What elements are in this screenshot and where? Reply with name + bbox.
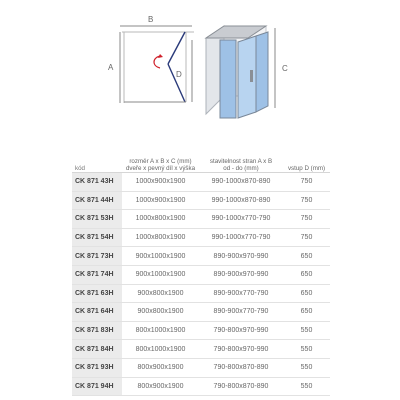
header-adjustability	[199, 158, 283, 172]
cell-entry: 550	[300, 345, 313, 353]
door-glass-right	[256, 32, 268, 112]
door-handle	[250, 70, 253, 82]
cell-entry: 550	[300, 364, 313, 372]
cell-adjustability: 790-800x870-890	[213, 364, 269, 372]
cell-size: 1000x800x1900	[135, 234, 186, 242]
table-row	[72, 285, 330, 304]
door-glass	[238, 36, 256, 118]
table-row	[72, 322, 330, 341]
table-row	[72, 266, 330, 285]
cell-size: 900x1000x1900	[135, 271, 186, 279]
door-panel-top	[168, 32, 185, 64]
cell-code: CK 871 44H	[72, 192, 122, 210]
table-header	[72, 154, 330, 173]
cell-adjustability: 990-1000x870-890	[211, 178, 271, 186]
header-size	[122, 158, 199, 172]
cell-size: 800x900x1900	[137, 364, 184, 372]
label-c: C	[282, 64, 288, 73]
cell-entry: 750	[300, 215, 313, 223]
cell-entry: 650	[300, 252, 313, 260]
cell-code: CK 871 54H	[72, 229, 122, 247]
table-row	[72, 173, 330, 192]
cell-entry: 750	[300, 234, 313, 242]
cell-code: CK 871 73H	[72, 247, 122, 265]
cell-adjustability: 990-1000x770-790	[211, 215, 271, 223]
shower-diagrams	[0, 0, 400, 145]
cell-size: 1000x800x1900	[135, 215, 186, 223]
plan-view-diagram	[108, 15, 194, 103]
cell-code: CK 871 63H	[72, 285, 122, 303]
cell-adjustability: 890-900x970-990	[213, 252, 269, 260]
cell-adjustability: 790-800x970-990	[213, 345, 269, 353]
cell-size: 1000x900x1900	[135, 196, 186, 204]
header-size-line2: dveře x pevný díl x výška	[125, 165, 196, 172]
table-row	[72, 229, 330, 248]
cell-entry: 650	[300, 289, 313, 297]
swing-arrow-icon	[154, 56, 160, 68]
table-row	[72, 340, 330, 359]
cell-entry: 650	[300, 271, 313, 279]
cell-size: 800x1000x1900	[135, 345, 186, 353]
header-code: kód	[75, 165, 85, 172]
cell-code: CK 871 84H	[72, 340, 122, 358]
cell-adjustability: 790-800x970-990	[213, 327, 269, 335]
product-table	[72, 154, 330, 396]
cell-code: CK 871 93H	[72, 359, 122, 377]
table-row	[72, 303, 330, 322]
cell-adjustability: 990-1000x770-790	[211, 234, 271, 242]
cell-code: CK 871 64H	[72, 303, 122, 321]
header-adj-line1: stavitelnost stran A x B	[209, 158, 273, 165]
table-row	[72, 247, 330, 266]
cell-code: CK 871 83H	[72, 322, 122, 340]
label-d: D	[176, 70, 182, 79]
cell-size: 900x800x1900	[137, 308, 184, 316]
table-row	[72, 359, 330, 378]
cell-adjustability: 890-900x770-790	[213, 308, 269, 316]
label-a: A	[108, 63, 114, 72]
label-b: B	[148, 15, 154, 24]
cell-size: 800x900x1900	[137, 382, 184, 390]
cell-code: CK 871 53H	[72, 210, 122, 228]
header-entry: vstup D (mm)	[287, 165, 326, 172]
header-size-line1: rozměr A x B x C (mm)	[129, 158, 192, 165]
cell-adjustability: 890-900x970-990	[213, 271, 269, 279]
cell-entry: 750	[300, 196, 313, 204]
header-adj-line2: od - do (mm)	[223, 165, 259, 172]
cell-code: CK 871 94H	[72, 378, 122, 396]
cell-entry: 550	[300, 327, 313, 335]
cell-entry: 650	[300, 308, 313, 316]
cell-entry: 750	[300, 178, 313, 186]
cell-entry: 550	[300, 382, 313, 390]
cell-size: 1000x900x1900	[135, 178, 186, 186]
cell-adjustability: 790-800x870-890	[213, 382, 269, 390]
front-glass-left	[220, 40, 236, 118]
table-row	[72, 192, 330, 211]
cell-size: 900x1000x1900	[135, 252, 186, 260]
cell-code: CK 871 74H	[72, 266, 122, 284]
cell-code: CK 871 43H	[72, 173, 122, 191]
cell-size: 800x1000x1900	[135, 327, 186, 335]
table-row	[72, 378, 330, 397]
cell-adjustability: 990-1000x870-890	[211, 196, 271, 204]
cell-adjustability: 890-900x770-790	[213, 289, 269, 297]
table-row	[72, 210, 330, 229]
cell-size: 900x800x1900	[137, 289, 184, 297]
perspective-view-diagram	[206, 26, 288, 118]
